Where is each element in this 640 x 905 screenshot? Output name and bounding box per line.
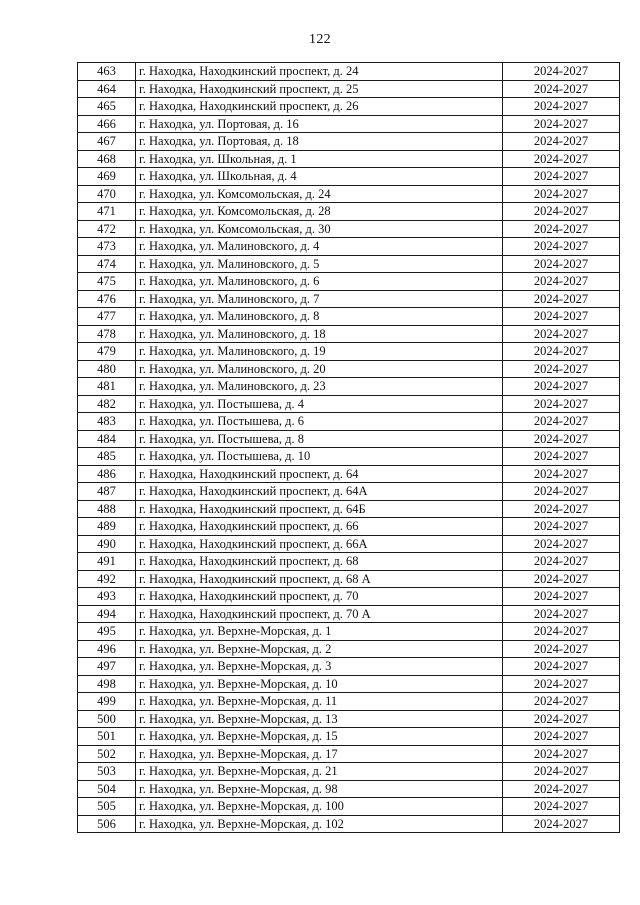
address-cell: г. Находка, ул. Комсомольская, д. 28: [136, 203, 503, 221]
table-row: [78, 325, 620, 343]
table-row: [78, 168, 620, 186]
period-cell: 2024-2027: [503, 343, 620, 361]
period-cell: 2024-2027: [503, 710, 620, 728]
period-cell: 2024-2027: [503, 255, 620, 273]
address-cell: г. Находка, ул. Верхне-Морская, д. 1: [136, 623, 503, 641]
table-row: [78, 623, 620, 641]
address-cell: г. Находка, ул. Постышева, д. 8: [136, 430, 503, 448]
period-cell: 2024-2027: [503, 80, 620, 98]
address-cell: г. Находка, Находкинский проспект, д. 64А: [136, 483, 503, 501]
table-row: [78, 273, 620, 291]
table-row: [78, 80, 620, 98]
period-cell: 2024-2027: [503, 605, 620, 623]
period-cell: 2024-2027: [503, 465, 620, 483]
address-cell: г. Находка, Находкинский проспект, д. 68 А: [136, 570, 503, 588]
table-row: [78, 290, 620, 308]
period-cell: 2024-2027: [503, 623, 620, 641]
table-row: [78, 133, 620, 151]
period-cell: 2024-2027: [503, 448, 620, 466]
row-number-cell: 493: [78, 588, 136, 606]
period-cell: 2024-2027: [503, 238, 620, 256]
table-row: [78, 483, 620, 501]
row-number-cell: 492: [78, 570, 136, 588]
period-cell: 2024-2027: [503, 553, 620, 571]
table-row: [78, 465, 620, 483]
table-row: [78, 658, 620, 676]
period-cell: 2024-2027: [503, 133, 620, 151]
period-cell: 2024-2027: [503, 220, 620, 238]
address-cell: г. Находка, ул. Верхне-Морская, д. 11: [136, 693, 503, 711]
row-number-cell: 481: [78, 378, 136, 396]
period-cell: 2024-2027: [503, 518, 620, 536]
table-row: [78, 343, 620, 361]
row-number-cell: 496: [78, 640, 136, 658]
table-row: [78, 150, 620, 168]
table-row: [78, 98, 620, 116]
table-row: [78, 535, 620, 553]
table-row: [78, 710, 620, 728]
row-number-cell: 483: [78, 413, 136, 431]
row-number-cell: 495: [78, 623, 136, 641]
row-number-cell: 484: [78, 430, 136, 448]
address-table: [77, 62, 620, 833]
row-number-cell: 475: [78, 273, 136, 291]
period-cell: 2024-2027: [503, 780, 620, 798]
address-cell: г. Находка, ул. Постышева, д. 10: [136, 448, 503, 466]
table-row: [78, 378, 620, 396]
table-row: [78, 553, 620, 571]
row-number-cell: 489: [78, 518, 136, 536]
row-number-cell: 488: [78, 500, 136, 518]
table-row: [78, 745, 620, 763]
address-cell: г. Находка, ул. Верхне-Морская, д. 102: [136, 815, 503, 833]
table-row: [78, 413, 620, 431]
period-cell: 2024-2027: [503, 500, 620, 518]
address-cell: г. Находка, Находкинский проспект, д. 64Б: [136, 500, 503, 518]
address-cell: г. Находка, ул. Постышева, д. 6: [136, 413, 503, 431]
address-cell: г. Находка, ул. Школьная, д. 4: [136, 168, 503, 186]
address-cell: г. Находка, ул. Малиновского, д. 20: [136, 360, 503, 378]
row-number-cell: 499: [78, 693, 136, 711]
period-cell: 2024-2027: [503, 325, 620, 343]
period-cell: 2024-2027: [503, 413, 620, 431]
row-number-cell: 491: [78, 553, 136, 571]
table-row: [78, 675, 620, 693]
period-cell: 2024-2027: [503, 360, 620, 378]
address-cell: г. Находка, Находкинский проспект, д. 64: [136, 465, 503, 483]
address-cell: г. Находка, Находкинский проспект, д. 66А: [136, 535, 503, 553]
row-number-cell: 465: [78, 98, 136, 116]
table-row: [78, 500, 620, 518]
period-cell: 2024-2027: [503, 98, 620, 116]
table-row: [78, 185, 620, 203]
address-cell: г. Находка, Находкинский проспект, д. 25: [136, 80, 503, 98]
address-cell: г. Находка, ул. Постышева, д. 4: [136, 395, 503, 413]
address-cell: г. Находка, Находкинский проспект, д. 24: [136, 63, 503, 81]
row-number-cell: 463: [78, 63, 136, 81]
table-row: [78, 693, 620, 711]
address-cell: г. Находка, ул. Малиновского, д. 23: [136, 378, 503, 396]
period-cell: 2024-2027: [503, 693, 620, 711]
table-row: [78, 220, 620, 238]
address-cell: г. Находка, Находкинский проспект, д. 68: [136, 553, 503, 571]
period-cell: 2024-2027: [503, 570, 620, 588]
row-number-cell: 476: [78, 290, 136, 308]
period-cell: 2024-2027: [503, 430, 620, 448]
address-cell: г. Находка, ул. Малиновского, д. 18: [136, 325, 503, 343]
address-cell: г. Находка, ул. Верхне-Морская, д. 98: [136, 780, 503, 798]
row-number-cell: 473: [78, 238, 136, 256]
row-number-cell: 486: [78, 465, 136, 483]
table-row: [78, 430, 620, 448]
row-number-cell: 501: [78, 728, 136, 746]
period-cell: 2024-2027: [503, 763, 620, 781]
table-row: [78, 238, 620, 256]
period-cell: 2024-2027: [503, 745, 620, 763]
address-cell: г. Находка, ул. Верхне-Морская, д. 17: [136, 745, 503, 763]
row-number-cell: 490: [78, 535, 136, 553]
address-cell: г. Находка, Находкинский проспект, д. 70: [136, 588, 503, 606]
address-cell: г. Находка, ул. Верхне-Морская, д. 3: [136, 658, 503, 676]
row-number-cell: 497: [78, 658, 136, 676]
row-number-cell: 500: [78, 710, 136, 728]
period-cell: 2024-2027: [503, 483, 620, 501]
address-cell: г. Находка, ул. Верхне-Морская, д. 2: [136, 640, 503, 658]
table-row: [78, 640, 620, 658]
period-cell: 2024-2027: [503, 675, 620, 693]
table-row: [78, 308, 620, 326]
address-cell: г. Находка, ул. Верхне-Морская, д. 21: [136, 763, 503, 781]
row-number-cell: 505: [78, 798, 136, 816]
address-cell: г. Находка, ул. Верхне-Морская, д. 10: [136, 675, 503, 693]
row-number-cell: 504: [78, 780, 136, 798]
period-cell: 2024-2027: [503, 203, 620, 221]
address-table-body: [78, 63, 620, 833]
period-cell: 2024-2027: [503, 640, 620, 658]
row-number-cell: 467: [78, 133, 136, 151]
table-row: [78, 798, 620, 816]
address-cell: г. Находка, Находкинский проспект, д. 66: [136, 518, 503, 536]
address-cell: г. Находка, ул. Верхне-Морская, д. 15: [136, 728, 503, 746]
address-cell: г. Находка, ул. Малиновского, д. 4: [136, 238, 503, 256]
period-cell: 2024-2027: [503, 535, 620, 553]
address-cell: г. Находка, ул. Верхне-Морская, д. 100: [136, 798, 503, 816]
address-cell: г. Находка, ул. Комсомольская, д. 24: [136, 185, 503, 203]
row-number-cell: 478: [78, 325, 136, 343]
address-cell: г. Находка, ул. Портовая, д. 18: [136, 133, 503, 151]
address-cell: г. Находка, ул. Малиновского, д. 8: [136, 308, 503, 326]
address-cell: г. Находка, ул. Верхне-Морская, д. 13: [136, 710, 503, 728]
table-row: [78, 588, 620, 606]
row-number-cell: 466: [78, 115, 136, 133]
table-row: [78, 518, 620, 536]
table-row: [78, 815, 620, 833]
period-cell: 2024-2027: [503, 150, 620, 168]
row-number-cell: 479: [78, 343, 136, 361]
period-cell: 2024-2027: [503, 63, 620, 81]
row-number-cell: 506: [78, 815, 136, 833]
row-number-cell: 469: [78, 168, 136, 186]
table-row: [78, 763, 620, 781]
row-number-cell: 502: [78, 745, 136, 763]
period-cell: 2024-2027: [503, 115, 620, 133]
address-cell: г. Находка, ул. Портовая, д. 16: [136, 115, 503, 133]
period-cell: 2024-2027: [503, 588, 620, 606]
row-number-cell: 498: [78, 675, 136, 693]
row-number-cell: 464: [78, 80, 136, 98]
row-number-cell: 487: [78, 483, 136, 501]
row-number-cell: 472: [78, 220, 136, 238]
address-cell: г. Находка, ул. Школьная, д. 1: [136, 150, 503, 168]
row-number-cell: 480: [78, 360, 136, 378]
row-number-cell: 477: [78, 308, 136, 326]
period-cell: 2024-2027: [503, 658, 620, 676]
period-cell: 2024-2027: [503, 273, 620, 291]
period-cell: 2024-2027: [503, 395, 620, 413]
table-row: [78, 203, 620, 221]
period-cell: 2024-2027: [503, 290, 620, 308]
table-row: [78, 570, 620, 588]
period-cell: 2024-2027: [503, 168, 620, 186]
row-number-cell: 471: [78, 203, 136, 221]
row-number-cell: 468: [78, 150, 136, 168]
table-row: [78, 605, 620, 623]
row-number-cell: 485: [78, 448, 136, 466]
period-cell: 2024-2027: [503, 815, 620, 833]
table-row: [78, 728, 620, 746]
table-row: [78, 395, 620, 413]
row-number-cell: 470: [78, 185, 136, 203]
row-number-cell: 503: [78, 763, 136, 781]
period-cell: 2024-2027: [503, 378, 620, 396]
row-number-cell: 474: [78, 255, 136, 273]
table-row: [78, 115, 620, 133]
address-cell: г. Находка, ул. Малиновского, д. 6: [136, 273, 503, 291]
address-cell: г. Находка, ул. Комсомольская, д. 30: [136, 220, 503, 238]
address-cell: г. Находка, ул. Малиновского, д. 5: [136, 255, 503, 273]
table-row: [78, 63, 620, 81]
address-cell: г. Находка, ул. Малиновского, д. 19: [136, 343, 503, 361]
row-number-cell: 494: [78, 605, 136, 623]
table-row: [78, 780, 620, 798]
period-cell: 2024-2027: [503, 728, 620, 746]
address-cell: г. Находка, Находкинский проспект, д. 70 А: [136, 605, 503, 623]
period-cell: 2024-2027: [503, 185, 620, 203]
period-cell: 2024-2027: [503, 798, 620, 816]
page-number: 122: [309, 32, 331, 47]
table-row: [78, 255, 620, 273]
address-cell: г. Находка, Находкинский проспект, д. 26: [136, 98, 503, 116]
period-cell: 2024-2027: [503, 308, 620, 326]
address-cell: г. Находка, ул. Малиновского, д. 7: [136, 290, 503, 308]
table-row: [78, 448, 620, 466]
table-row: [78, 360, 620, 378]
row-number-cell: 482: [78, 395, 136, 413]
